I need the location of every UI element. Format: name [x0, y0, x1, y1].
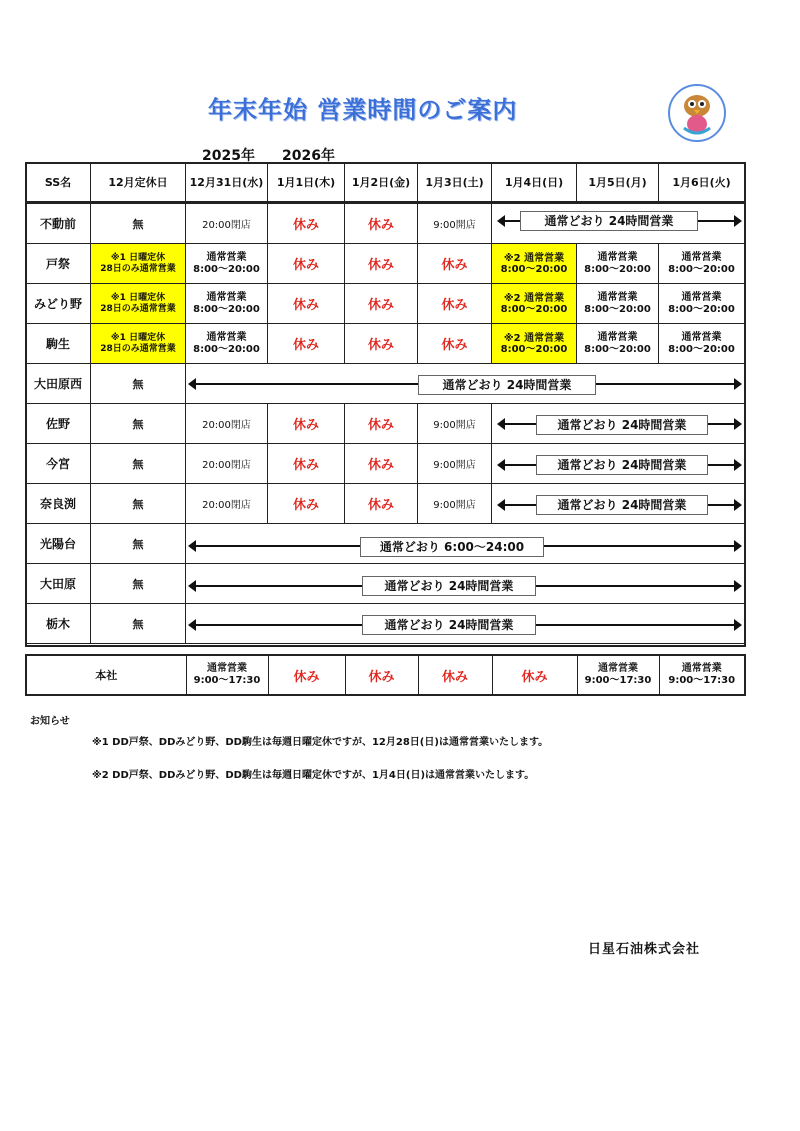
- station-name: 戸祭: [26, 244, 91, 284]
- holiday-note-sub: 28日のみ通常営業: [100, 303, 176, 314]
- table-row: [26, 655, 745, 695]
- holiday-cell: [91, 244, 186, 284]
- jan3-cell: 休み: [418, 284, 492, 324]
- hours-text: 8:00～20:00: [193, 263, 260, 275]
- jan6-cell: [659, 655, 745, 695]
- headquarters-table: [25, 654, 746, 696]
- status-text: 通常営業: [597, 291, 638, 303]
- station-name: みどり野: [26, 284, 91, 324]
- jan2-cell: 休み: [345, 324, 418, 364]
- jan5-cell: [577, 284, 659, 324]
- station-name: 駒生: [26, 324, 91, 364]
- station-name: 奈良渕: [26, 484, 91, 524]
- jan1-cell: 休み: [268, 404, 345, 444]
- jan1-cell: 休み: [268, 655, 345, 695]
- header-jan4: 1月4日(日): [492, 163, 577, 203]
- holiday-cell: [91, 284, 186, 324]
- dec31-cell: [186, 244, 268, 284]
- continuous-hours-banner: 通常どおり 24時間営業: [418, 375, 596, 395]
- hours-text: 8:00～20:00: [668, 263, 735, 275]
- table-row: [26, 284, 745, 324]
- hours-text: 8:00～20:00: [500, 263, 568, 275]
- jan4-cell: 休み: [492, 655, 577, 695]
- table-row: [26, 324, 745, 364]
- holiday-note: ※1 日曜定休: [110, 252, 166, 263]
- jan3-cell: 休み: [418, 244, 492, 284]
- hours-text: 8:00～20:00: [193, 303, 260, 315]
- continuous-hours-banner: 通常どおり 24時間営業: [536, 495, 708, 515]
- holiday-cell: [91, 324, 186, 364]
- status-text: 通常営業: [206, 291, 247, 303]
- holiday-note: ※1 日曜定休: [110, 332, 166, 343]
- hours-text: 9:00～17:30: [193, 675, 261, 686]
- jan2-cell: 休み: [345, 444, 418, 484]
- station-name: 佐野: [26, 404, 91, 444]
- dec31-cell: 20:00閉店: [186, 444, 268, 484]
- hours-text: 8:00～20:00: [500, 303, 568, 315]
- notice-note-1: ※1 DD戸祭、DDみどり野、DD駒生は毎週日曜定休ですが、12月28日(日)は通常営業いたします。: [92, 737, 549, 748]
- hours-text: 8:00～20:00: [193, 343, 260, 355]
- station-name: 今宮: [26, 444, 91, 484]
- status-text: 通常営業: [206, 251, 247, 263]
- header-row: [26, 163, 745, 203]
- holiday-note-sub: 28日のみ通常営業: [100, 263, 176, 274]
- jan3-cell: 9:00開店: [418, 484, 492, 524]
- status-text: ※2 通常営業: [503, 252, 565, 264]
- hours-text: 8:00～20:00: [668, 303, 735, 315]
- table-row: [26, 244, 745, 284]
- jan5-cell: [577, 244, 659, 284]
- hours-text: 9:00～17:30: [668, 675, 736, 686]
- mascot-logo: [668, 84, 726, 142]
- holiday-cell: 無: [91, 604, 186, 644]
- continuous-hours-banner: 通常どおり 24時間営業: [536, 415, 708, 435]
- continuous-hours-banner: 通常どおり 24時間営業: [362, 615, 536, 635]
- jan6-cell: [659, 244, 745, 284]
- hours-text: 8:00～20:00: [584, 263, 651, 275]
- dec31-cell: 20:00閉店: [186, 404, 268, 444]
- jan1-cell: 休み: [268, 203, 345, 244]
- station-name: 栃木: [26, 604, 91, 644]
- dec31-cell: [186, 284, 268, 324]
- jan2-cell: 休み: [345, 284, 418, 324]
- status-text: 通常営業: [681, 331, 722, 343]
- station-name: 大田原: [26, 564, 91, 604]
- header-jan2: 1月2日(金): [345, 163, 418, 203]
- dec31-cell: [186, 324, 268, 364]
- dec31-cell: 20:00閉店: [186, 484, 268, 524]
- holiday-note: ※1 日曜定休: [110, 292, 166, 303]
- holiday-cell: 無: [91, 524, 186, 564]
- status-text: 通常営業: [207, 663, 247, 674]
- year-2025: 2025年: [202, 148, 255, 164]
- hours-text: 8:00～20:00: [668, 343, 735, 355]
- jan2-cell: 休み: [345, 484, 418, 524]
- header-jan1: 1月1日(木): [268, 163, 345, 203]
- holiday-cell: 無: [91, 203, 186, 244]
- header-jan6: 1月6日(火): [659, 163, 745, 203]
- jan6-cell: [659, 284, 745, 324]
- jan5-cell: [577, 324, 659, 364]
- continuous-hours-banner: 通常どおり 24時間営業: [362, 576, 536, 596]
- holiday-cell: 無: [91, 564, 186, 604]
- jan2-cell: 休み: [345, 404, 418, 444]
- hq-name: 本社: [26, 655, 186, 695]
- jan2-cell: 休み: [345, 244, 418, 284]
- status-text: ※2 通常営業: [503, 332, 565, 344]
- jan1-cell: 休み: [268, 244, 345, 284]
- year-2026: 2026年: [282, 148, 335, 164]
- status-text: 通常営業: [681, 251, 722, 263]
- continuous-hours-banner: 通常どおり 24時間営業: [520, 211, 698, 231]
- jan5-cell: [577, 655, 659, 695]
- jan3-cell: 休み: [418, 655, 492, 695]
- jan2-cell: 休み: [345, 655, 418, 695]
- status-text: 通常営業: [206, 331, 247, 343]
- hours-text: 8:00～20:00: [584, 303, 651, 315]
- jan4-cell: [492, 284, 577, 324]
- status-text: 通常営業: [681, 663, 722, 674]
- jan3-cell: 休み: [418, 324, 492, 364]
- station-name: 大田原西: [26, 364, 91, 404]
- hours-table: [25, 162, 745, 644]
- dec31-cell: 20:00閉店: [186, 203, 268, 244]
- holiday-cell: 無: [91, 444, 186, 484]
- station-name: 光陽台: [26, 524, 91, 564]
- holiday-cell: 無: [91, 484, 186, 524]
- header-jan3: 1月3日(土): [418, 163, 492, 203]
- jan3-cell: 9:00開店: [418, 203, 492, 244]
- page-title: 年末年始 営業時間のご案内: [208, 96, 518, 124]
- jan1-cell: 休み: [268, 284, 345, 324]
- dec31-cell: [186, 655, 268, 695]
- jan6-cell: [659, 324, 745, 364]
- holiday-note-sub: 28日のみ通常営業: [100, 343, 176, 354]
- jan3-cell: 9:00開店: [418, 404, 492, 444]
- jan1-cell: 休み: [268, 324, 345, 364]
- header-ss-name: SS名: [26, 163, 91, 203]
- header-jan5: 1月5日(月): [577, 163, 659, 203]
- status-text: 通常営業: [597, 251, 638, 263]
- status-text: 通常営業: [681, 291, 722, 303]
- company-name: 日星石油株式会社: [588, 942, 701, 957]
- header-dec31: 12月31日(水): [186, 163, 268, 203]
- status-text: 通常営業: [598, 663, 638, 674]
- continuous-hours-banner: 通常どおり 6:00～24:00: [360, 537, 544, 557]
- header-december-holiday: 12月定休日: [91, 163, 186, 203]
- jan1-cell: 休み: [268, 484, 345, 524]
- hours-text: 9:00～17:30: [584, 675, 652, 686]
- status-text: 通常営業: [597, 331, 638, 343]
- jan4-cell: [492, 244, 577, 284]
- hours-text: 8:00～20:00: [500, 343, 568, 355]
- holiday-cell: 無: [91, 364, 186, 404]
- hours-text: 8:00～20:00: [584, 343, 651, 355]
- jan2-cell: 休み: [345, 203, 418, 244]
- continuous-hours-banner: 通常どおり 24時間営業: [536, 455, 708, 475]
- jan3-cell: 9:00開店: [418, 444, 492, 484]
- holiday-cell: 無: [91, 404, 186, 444]
- notice-title: お知らせ: [30, 716, 70, 727]
- station-name: 不動前: [26, 203, 91, 244]
- status-text: ※2 通常営業: [503, 292, 565, 304]
- notice-note-2: ※2 DD戸祭、DDみどり野、DD駒生は毎週日曜定休ですが、1月4日(日)は通常営業いたします。: [92, 770, 535, 781]
- jan4-cell: [492, 324, 577, 364]
- jan1-cell: 休み: [268, 444, 345, 484]
